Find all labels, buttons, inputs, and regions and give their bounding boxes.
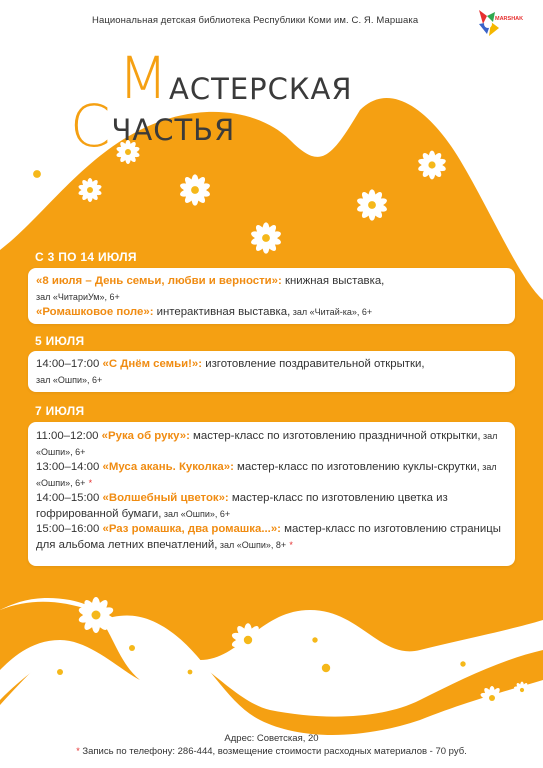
daisy-icon (78, 597, 115, 633)
event-time: 11:00–12:00 (36, 430, 102, 442)
event-hall: зал «Ошпи», 6+ (36, 431, 498, 457)
event-item (36, 305, 507, 321)
daisy-icon (231, 623, 265, 657)
library-name: Национальная детская библиотека Республики Коми им. С. Я. Маршака (92, 15, 419, 26)
event-desc: изготовление поздравительной открытки, (202, 358, 425, 370)
event-desc: интерактивная выставка, (153, 306, 291, 318)
address: Адрес: Советская, 20 (224, 733, 319, 744)
event-time: 14:00–15:00 (36, 492, 103, 504)
asterisk: * (289, 539, 293, 550)
event-name: «Рука об руку»: (101, 430, 190, 442)
daisy-icon (21, 158, 53, 189)
daisy-icon (452, 653, 474, 675)
daisy-icon (120, 636, 145, 660)
event-name: «8 июля – День семьи, любви и верности»: (36, 275, 282, 287)
title-cap-m: М (118, 44, 170, 112)
event-item (36, 357, 507, 388)
title-cap-s: С (70, 92, 112, 160)
event-card (28, 422, 515, 566)
daisy-icon (179, 174, 211, 205)
event-hall: зал «Ошпи», 6+ (36, 462, 497, 488)
library-logo-icon (473, 8, 524, 42)
logo-text: MARSHAK (495, 16, 524, 22)
section-title: 5 ИЮЛЯ (35, 334, 85, 348)
daisy-icon (48, 660, 73, 684)
event-item (36, 274, 507, 305)
event-name: «Раз ромашка, два ромашка...»: (102, 523, 281, 535)
title-rest-2: ЧАСТЬЯ (111, 113, 236, 147)
asterisk: * (88, 477, 93, 488)
title-line-2 (70, 92, 235, 160)
event-hall: зал «Ошпи», 6+ (161, 508, 231, 519)
event-desc: мастер-класс по изготовлению страницы для альбома летних впечатлений, (36, 523, 501, 551)
event-card (28, 351, 515, 392)
daisy-icon (513, 682, 530, 699)
event-hall: зал «Ошпи», 6+ (36, 374, 103, 385)
daisy-icon (309, 651, 343, 685)
section-title: С 3 ПО 14 ИЮЛЯ (35, 250, 137, 264)
event-name: «С Днём семьи!»: (102, 358, 203, 370)
daisy-icon (417, 151, 446, 180)
event-desc: книжная выставка, (281, 275, 385, 287)
event-time: 13:00–14:00 (36, 461, 103, 473)
daisy-icon (356, 189, 388, 220)
event-name: «Волшебный цветок»: (102, 492, 229, 504)
event-item (36, 522, 507, 553)
daisy-icon (78, 178, 103, 202)
event-item (36, 460, 507, 491)
event-desc: мастер-класс по изготовлению цветка из гофрированной бумаги, (36, 492, 448, 520)
event-hall: зал «Читай-ка», 6+ (290, 307, 373, 317)
event-item (36, 429, 507, 460)
asterisk: * (76, 746, 80, 756)
event-hall: зал «ЧитариУм», 6+ (36, 291, 120, 302)
booking-note-text: Запись по телефону: 286-444, возмещение стоимости расходных материалов - 70 руб. (79, 746, 467, 757)
event-item (36, 491, 507, 522)
event-hall: зал «Ошпи», 8+ (217, 539, 287, 550)
event-time: 15:00–16:00 (36, 523, 103, 535)
event-card (28, 268, 515, 324)
daisy-icon (480, 686, 505, 710)
event-time: 14:00–17:00 (36, 358, 103, 370)
section-title: 7 ИЮЛЯ (35, 404, 85, 418)
event-name: «Ромашковое поле»: (36, 306, 154, 318)
event-desc: мастер-класс по изготовлению куклы-скрутки, (233, 461, 480, 473)
daisy-icon (180, 662, 200, 681)
booking-note (0, 746, 543, 757)
daisy-icon (250, 222, 282, 253)
title-rest-1: АСТЕРСКАЯ (169, 72, 353, 106)
event-desc: мастер-класс по изготовлению праздничной открытки, (189, 430, 481, 442)
daisy-icon (304, 629, 326, 651)
event-name: «Муса акань. Куколка»: (102, 461, 234, 473)
